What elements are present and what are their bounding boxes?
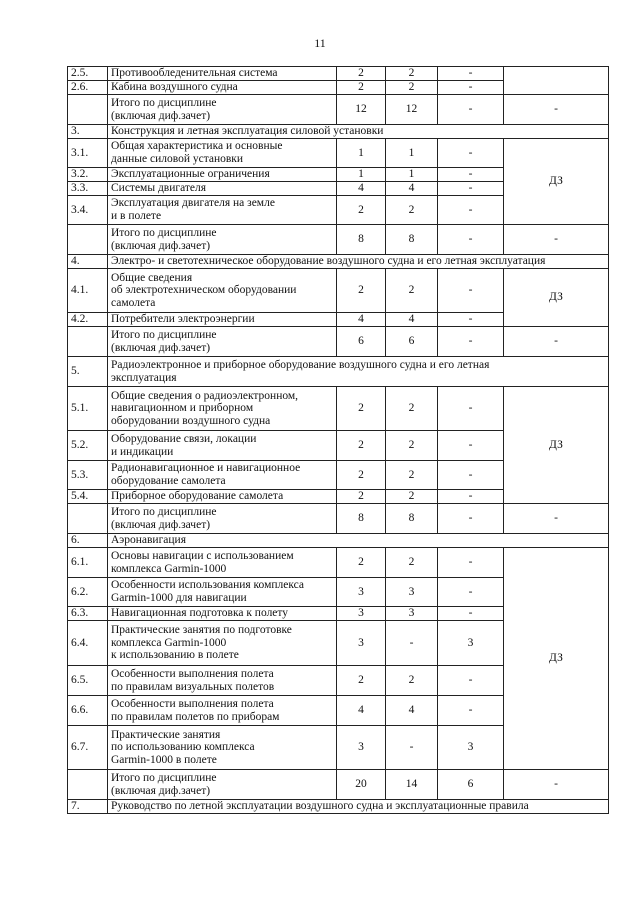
control-form: ДЗ bbox=[504, 139, 609, 225]
hours-total: 4 bbox=[337, 696, 386, 726]
topic-name: Эксплуатационные ограничения bbox=[108, 168, 337, 182]
row-number: 6. bbox=[68, 534, 108, 548]
row-number bbox=[68, 770, 108, 800]
hours-practice: - bbox=[438, 67, 504, 81]
row-number: 5. bbox=[68, 357, 108, 387]
control-form: ДЗ bbox=[504, 387, 609, 504]
topic-name: Противообледенительная система bbox=[108, 67, 337, 81]
row-number: 4.1. bbox=[68, 269, 108, 313]
hours-theory: 4 bbox=[386, 182, 438, 196]
hours-practice: - bbox=[438, 95, 504, 125]
table-row bbox=[68, 95, 609, 125]
table-row bbox=[68, 269, 609, 313]
row-number bbox=[68, 225, 108, 255]
row-number: 5.1. bbox=[68, 387, 108, 431]
hours-practice: - bbox=[438, 225, 504, 255]
topic-name: Кабина воздушного судна bbox=[108, 81, 337, 95]
topic-name: Итого по дисциплине (включая диф.зачет) bbox=[108, 770, 337, 800]
row-number: 6.4. bbox=[68, 621, 108, 666]
table-row bbox=[68, 327, 609, 357]
hours-theory: 2 bbox=[386, 387, 438, 431]
topic-name: Радионавигационное и навигационное оборудование самолета bbox=[108, 461, 337, 490]
topic-name: Приборное оборудование самолета bbox=[108, 490, 337, 504]
hours-theory: - bbox=[386, 726, 438, 770]
hours-theory: 4 bbox=[386, 696, 438, 726]
hours-practice: - bbox=[438, 461, 504, 490]
hours-practice: 3 bbox=[438, 621, 504, 666]
hours-practice: - bbox=[438, 81, 504, 95]
hours-total: 2 bbox=[337, 67, 386, 81]
hours-total: 1 bbox=[337, 168, 386, 182]
hours-total: 2 bbox=[337, 490, 386, 504]
table-row bbox=[68, 139, 609, 168]
topic-name: Итого по дисциплине (включая диф.зачет) bbox=[108, 327, 337, 357]
hours-practice: - bbox=[438, 578, 504, 607]
hours-practice: - bbox=[438, 666, 504, 696]
hours-theory: 8 bbox=[386, 504, 438, 534]
topic-name: Оборудование связи, локации и индикации bbox=[108, 431, 337, 461]
hours-practice: - bbox=[438, 696, 504, 726]
page-number: 11 bbox=[314, 36, 326, 50]
hours-practice: - bbox=[438, 490, 504, 504]
row-number: 4. bbox=[68, 255, 108, 269]
hours-total: 2 bbox=[337, 269, 386, 313]
control-form: - bbox=[504, 225, 609, 255]
topic-name: Основы навигации с использованием комплекса Garmin-1000 bbox=[108, 548, 337, 578]
hours-theory: 6 bbox=[386, 327, 438, 357]
hours-theory: 1 bbox=[386, 168, 438, 182]
topic-name: Итого по дисциплине (включая диф.зачет) bbox=[108, 95, 337, 125]
hours-total: 2 bbox=[337, 548, 386, 578]
row-number: 6.7. bbox=[68, 726, 108, 770]
hours-practice: - bbox=[438, 607, 504, 621]
row-number: 5.2. bbox=[68, 431, 108, 461]
section-title: Аэронавигация bbox=[108, 534, 609, 548]
section-row bbox=[68, 357, 609, 387]
section-row bbox=[68, 534, 609, 548]
table-row bbox=[68, 770, 609, 800]
hours-theory: 2 bbox=[386, 548, 438, 578]
hours-theory: 12 bbox=[386, 95, 438, 125]
row-number: 6.6. bbox=[68, 696, 108, 726]
hours-total: 2 bbox=[337, 387, 386, 431]
hours-practice: - bbox=[438, 387, 504, 431]
hours-total: 8 bbox=[337, 225, 386, 255]
section-title: Руководство по летной эксплуатации воздушного судна и эксплуатационные правила bbox=[108, 800, 609, 814]
hours-theory: 2 bbox=[386, 67, 438, 81]
topic-name: Итого по дисциплине (включая диф.зачет) bbox=[108, 504, 337, 534]
row-number bbox=[68, 504, 108, 534]
row-number: 3. bbox=[68, 125, 108, 139]
hours-total: 3 bbox=[337, 621, 386, 666]
table-row bbox=[68, 67, 609, 81]
section-title: Электро- и светотехническое оборудование воздушного судна и его летная эксплуатация bbox=[108, 255, 609, 269]
row-number: 7. bbox=[68, 800, 108, 814]
hours-theory: 2 bbox=[386, 431, 438, 461]
hours-theory: 2 bbox=[386, 666, 438, 696]
hours-total: 4 bbox=[337, 313, 386, 327]
curriculum-table bbox=[67, 66, 609, 814]
row-number: 6.3. bbox=[68, 607, 108, 621]
row-number: 6.5. bbox=[68, 666, 108, 696]
hours-practice: - bbox=[438, 269, 504, 313]
control-form: - bbox=[504, 327, 609, 357]
hours-theory: 3 bbox=[386, 607, 438, 621]
section-title: Радиоэлектронное и приборное оборудование воздушного судна и его летная эксплуатация bbox=[108, 357, 609, 387]
hours-theory: 2 bbox=[386, 196, 438, 225]
table-row bbox=[68, 548, 609, 578]
topic-name: Особенности выполнения полета по правилам визуальных полетов bbox=[108, 666, 337, 696]
topic-name: Общая характеристика и основные данные силовой установки bbox=[108, 139, 337, 168]
hours-practice: - bbox=[438, 196, 504, 225]
control-form bbox=[504, 67, 609, 95]
hours-theory: 2 bbox=[386, 81, 438, 95]
hours-practice: - bbox=[438, 431, 504, 461]
table-row bbox=[68, 225, 609, 255]
row-number: 5.4. bbox=[68, 490, 108, 504]
hours-theory: 2 bbox=[386, 461, 438, 490]
hours-total: 2 bbox=[337, 666, 386, 696]
control-form: - bbox=[504, 770, 609, 800]
row-number: 2.5. bbox=[68, 67, 108, 81]
row-number: 5.3. bbox=[68, 461, 108, 490]
hours-practice: - bbox=[438, 327, 504, 357]
topic-name: Практические занятия по подготовке комплекса Garmin-1000 к использованию в полете bbox=[108, 621, 337, 666]
table-row bbox=[68, 504, 609, 534]
hours-total: 20 bbox=[337, 770, 386, 800]
section-row bbox=[68, 125, 609, 139]
hours-practice: - bbox=[438, 313, 504, 327]
topic-name: Особенности использования комплекса Garmin-1000 для навигации bbox=[108, 578, 337, 607]
hours-practice: - bbox=[438, 139, 504, 168]
hours-theory: 8 bbox=[386, 225, 438, 255]
section-row bbox=[68, 800, 609, 814]
row-number: 2.6. bbox=[68, 81, 108, 95]
row-number bbox=[68, 327, 108, 357]
topic-name: Системы двигателя bbox=[108, 182, 337, 196]
topic-name: Навигационная подготовка к полету bbox=[108, 607, 337, 621]
hours-total: 2 bbox=[337, 431, 386, 461]
hours-theory: 14 bbox=[386, 770, 438, 800]
row-number: 3.4. bbox=[68, 196, 108, 225]
row-number: 6.2. bbox=[68, 578, 108, 607]
hours-total: 2 bbox=[337, 196, 386, 225]
row-number: 6.1. bbox=[68, 548, 108, 578]
hours-total: 4 bbox=[337, 182, 386, 196]
topic-name: Общие сведения о радиоэлектронном, навигационном и приборном оборудовании воздушного судна bbox=[108, 387, 337, 431]
hours-practice: 3 bbox=[438, 726, 504, 770]
control-form: - bbox=[504, 95, 609, 125]
hours-practice: - bbox=[438, 548, 504, 578]
control-form: - bbox=[504, 504, 609, 534]
hours-total: 3 bbox=[337, 726, 386, 770]
section-title: Конструкция и летная эксплуатация силовой установки bbox=[108, 125, 609, 139]
row-number: 3.1. bbox=[68, 139, 108, 168]
hours-theory: - bbox=[386, 621, 438, 666]
row-number: 3.2. bbox=[68, 168, 108, 182]
hours-practice: - bbox=[438, 504, 504, 534]
hours-theory: 2 bbox=[386, 269, 438, 313]
row-number bbox=[68, 95, 108, 125]
topic-name: Практические занятия по использованию комплекса Garmin-1000 в полете bbox=[108, 726, 337, 770]
hours-total: 1 bbox=[337, 139, 386, 168]
topic-name: Эксплуатация двигателя на земле и в полете bbox=[108, 196, 337, 225]
hours-theory: 1 bbox=[386, 139, 438, 168]
section-row bbox=[68, 255, 609, 269]
hours-total: 8 bbox=[337, 504, 386, 534]
hours-total: 2 bbox=[337, 81, 386, 95]
hours-total: 12 bbox=[337, 95, 386, 125]
hours-total: 2 bbox=[337, 461, 386, 490]
topic-name: Особенности выполнения полета по правилам полетов по приборам bbox=[108, 696, 337, 726]
hours-theory: 2 bbox=[386, 490, 438, 504]
topic-name: Общие сведения об электротехническом оборудовании самолета bbox=[108, 269, 337, 313]
topic-name: Итого по дисциплине (включая диф.зачет) bbox=[108, 225, 337, 255]
row-number: 4.2. bbox=[68, 313, 108, 327]
control-form: ДЗ bbox=[504, 548, 609, 770]
hours-total: 6 bbox=[337, 327, 386, 357]
table-row bbox=[68, 387, 609, 431]
hours-theory: 4 bbox=[386, 313, 438, 327]
hours-total: 3 bbox=[337, 607, 386, 621]
topic-name: Потребители электроэнергии bbox=[108, 313, 337, 327]
hours-practice: - bbox=[438, 182, 504, 196]
hours-theory: 3 bbox=[386, 578, 438, 607]
hours-total: 3 bbox=[337, 578, 386, 607]
control-form: ДЗ bbox=[504, 269, 609, 327]
row-number: 3.3. bbox=[68, 182, 108, 196]
hours-practice: - bbox=[438, 168, 504, 182]
hours-practice: 6 bbox=[438, 770, 504, 800]
